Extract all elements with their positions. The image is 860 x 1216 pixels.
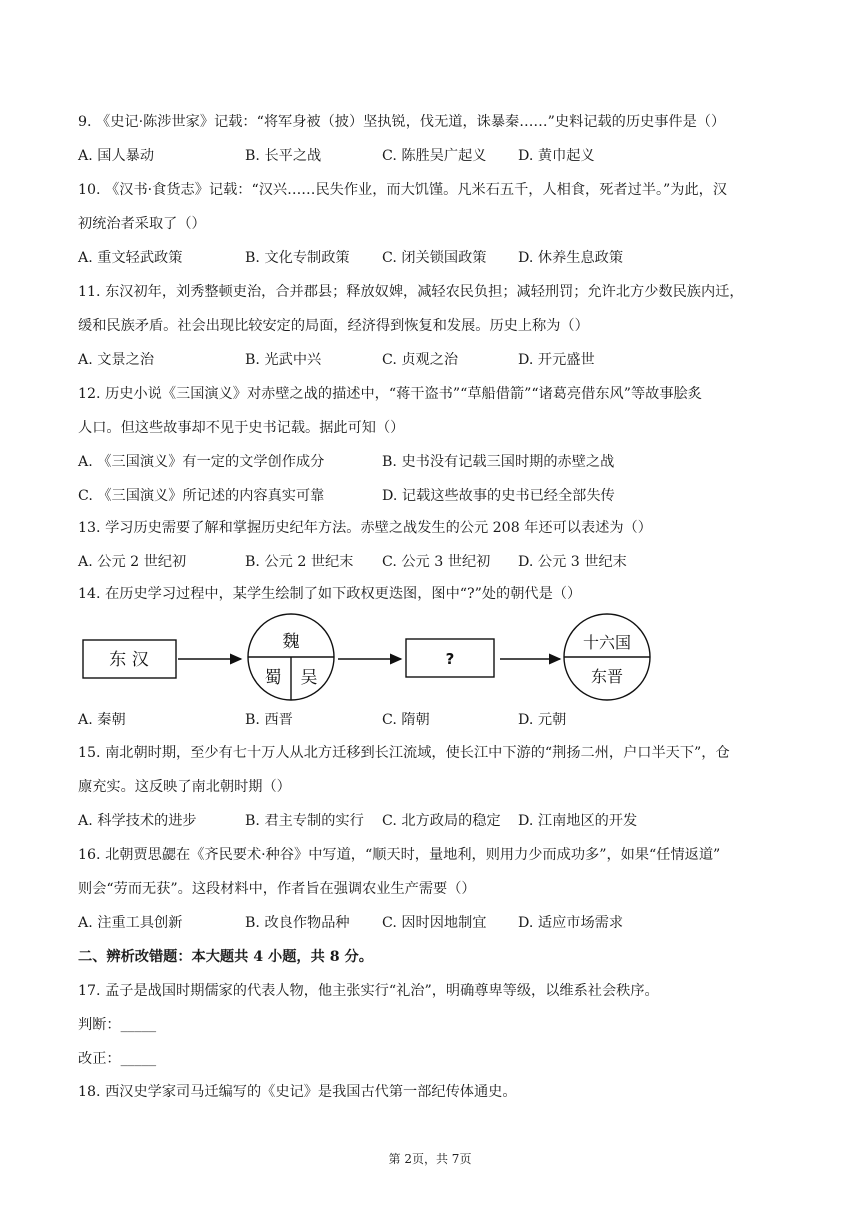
option-b: B. 公元 2 世纪末: [245, 554, 354, 570]
option-a: A. 《三国演义》有一定的文学创作成分: [78, 454, 325, 470]
option-b: B. 长平之战: [245, 148, 322, 164]
option-d: D. 开元盛世: [518, 352, 595, 368]
question-17-stem: 17. 孟子是战国时期儒家的代表人物，他主张实行“礼治”，明确尊卑等级，以维系社会秩序。: [78, 983, 659, 999]
question-16-stem-line2: 则会“劳而无获”。这段材料中，作者旨在强调农业生产需要（）: [78, 881, 476, 897]
question-11-stem-line1: 11. 东汉初年，刘秀整顿吏治，合并郡县；释放奴婢，减轻农民负担；减轻刑罚；允许北方少数民族内迁，: [78, 284, 744, 300]
eastern-jin-label: 东晋: [590, 667, 624, 686]
option-c: C. 因时因地制宜: [382, 915, 487, 931]
question-9-stem: 9. 《史记·陈涉世家》记载：“将军身被（披）坚执锐，伐无道，诛暴秦……”史料记载的历史事件是（）: [78, 114, 726, 130]
option-d: D. 休养生息政策: [518, 250, 624, 266]
question-13-stem: 13. 学习历史需要了解和掌握历史纪年方法。赤壁之战发生的公元 208 年还可以表述为（）: [78, 520, 652, 536]
option-a: A. 文景之治: [78, 352, 155, 368]
shu-label: 蜀: [264, 668, 282, 688]
unknown-dynasty-label: ?: [445, 650, 455, 668]
option-a: A. 科学技术的进步: [78, 813, 197, 829]
option-d: D. 江南地区的开发: [518, 813, 638, 829]
page-footer: 第 2页，共 7页: [388, 1152, 472, 1166]
dynasty-succession-diagram: [78, 610, 668, 705]
question-18-stem: 18. 西汉史学家司马迁编写的《史记》是我国古代第一部纪传体通史。: [78, 1084, 517, 1100]
diagram-svg: [78, 610, 668, 705]
option-c: C. 公元 3 世纪初: [382, 554, 491, 570]
option-a: A. 国人暴动: [78, 148, 155, 164]
option-a: A. 注重工具创新: [78, 915, 183, 931]
question-10-stem-line1: 10. 《汉书·食货志》记载：“汉兴……民失作业，而大饥馑。凡米石五千，人相食，死者过半。”为此，汉: [78, 182, 728, 198]
option-a: A. 公元 2 世纪初: [78, 554, 187, 570]
option-c: C. 北方政局的稳定: [382, 813, 501, 829]
wei-label: 魏: [282, 632, 300, 652]
option-d: D. 记载这些故事的史书已经全部失传: [382, 488, 615, 504]
option-a: A. 秦朝: [78, 712, 126, 728]
option-b: B. 文化专制政策: [245, 250, 350, 266]
question-14-stem: 14. 在历史学习过程中，某学生绘制了如下政权更迭图，图中“?”处的朝代是（）: [78, 586, 582, 602]
option-d: D. 公元 3 世纪末: [518, 554, 627, 570]
question-12-stem-line1: 12. 历史小说《三国演义》对赤壁之战的描述中，“蒋干盗书”“草船借箭”“诸葛亮借东风”等故事脍炙: [78, 386, 702, 402]
option-c: C. 陈胜吴广起义: [382, 148, 487, 164]
question-11-stem-line2: 缓和民族矛盾。社会出现比较安定的局面，经济得到恢复和发展。历史上称为（）: [78, 318, 589, 334]
question-10-stem-line2: 初统治者采取了（）: [78, 216, 206, 232]
option-b: B. 光武中兴: [245, 352, 322, 368]
option-b: B. 君主专制的实行: [245, 813, 364, 829]
option-d: D. 黄巾起义: [518, 148, 595, 164]
question-16-stem-line1: 16. 北朝贾思勰在《齐民要术·种谷》中写道，“顺天时，量地利，则用力少而成功多”，如果“任情返道”: [78, 847, 721, 863]
section-2-heading: 二、辨析改错题：本大题共 4 小题，共 8 分。: [78, 949, 373, 965]
option-d: D. 适应市场需求: [518, 915, 624, 931]
question-15-stem-line1: 15. 南北朝时期，至少有七十万人从北方迁移到长江流域，使长江中下游的“荆扬二州，户口半天下”，仓: [78, 745, 730, 761]
option-c: C. 《三国演义》所记述的内容真实可靠: [78, 488, 325, 504]
sixteen-kingdoms-label: 十六国: [582, 633, 632, 652]
option-b: B. 改良作物品种: [245, 915, 350, 931]
option-b: B. 西晋: [245, 712, 293, 728]
question-15-stem-line2: 廪充实。这反映了南北朝时期（）: [78, 779, 291, 795]
option-a: A. 重文轻武政策: [78, 250, 183, 266]
option-d: D. 元朝: [518, 712, 567, 728]
question-17-correct: 改正：_____: [78, 1051, 157, 1067]
option-c: C. 隋朝: [382, 712, 430, 728]
question-17-judge: 判断：_____: [78, 1017, 157, 1033]
eastern-han-label: 东 汉: [109, 650, 149, 670]
option-c: C. 闭关锁国政策: [382, 250, 487, 266]
wu-label: 吴: [300, 668, 318, 688]
question-12-stem-line2: 人口。但这些故事却不见于史书记载。据此可知（）: [78, 420, 405, 436]
option-b: B. 史书没有记载三国时期的赤壁之战: [382, 454, 615, 470]
option-c: C. 贞观之治: [382, 352, 459, 368]
